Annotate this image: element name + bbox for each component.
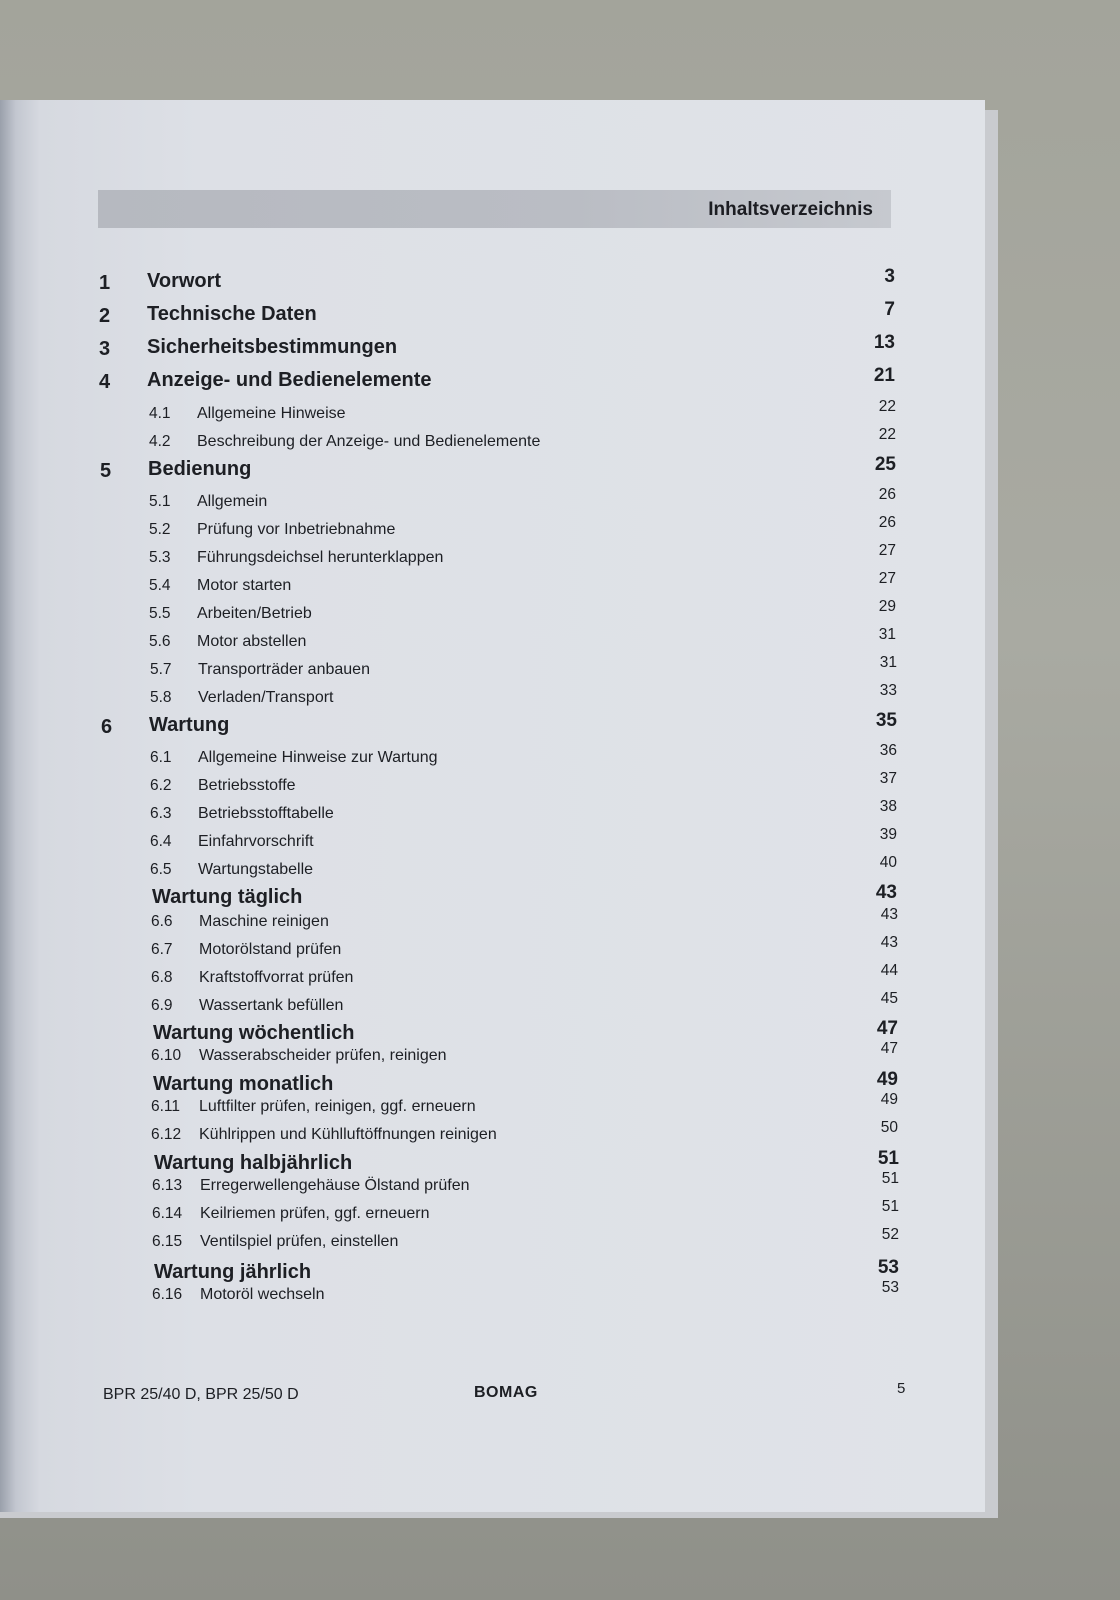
toc-page-number: 49 bbox=[876, 1069, 898, 1090]
toc-subentry[interactable] bbox=[0, 742, 1120, 772]
toc-chapter[interactable] bbox=[0, 365, 1120, 395]
toc-number: 6.10 bbox=[151, 1047, 182, 1064]
toc-label: Bedienung bbox=[148, 458, 252, 480]
toc-number: 6.4 bbox=[150, 833, 172, 850]
toc-chapter[interactable] bbox=[0, 454, 1120, 484]
toc-subentry[interactable] bbox=[0, 1226, 1120, 1256]
toc-number: 6.12 bbox=[151, 1126, 182, 1143]
toc-subentry[interactable] bbox=[0, 1119, 1120, 1149]
toc-number: 5.7 bbox=[150, 661, 172, 678]
toc-subentry[interactable] bbox=[0, 398, 1120, 428]
toc-number: 6 bbox=[101, 716, 113, 738]
toc-label: Prüfung vor Inbetriebnahme bbox=[197, 521, 396, 538]
toc-number: 6.6 bbox=[151, 913, 173, 930]
page-title: Inhaltsverzeichnis bbox=[708, 199, 873, 220]
toc-number: 5.1 bbox=[149, 493, 171, 510]
toc-page-number: 22 bbox=[878, 426, 896, 443]
toc-page-number: 43 bbox=[875, 882, 897, 903]
toc-label: Verladen/Transport bbox=[198, 689, 334, 706]
toc-label: Vorwort bbox=[147, 270, 222, 292]
toc-subentry[interactable] bbox=[0, 770, 1120, 800]
toc-subentry[interactable] bbox=[0, 798, 1120, 828]
toc-number: 4.1 bbox=[149, 405, 171, 422]
toc-page-number: 35 bbox=[875, 710, 897, 731]
toc-chapter[interactable] bbox=[0, 266, 1120, 296]
toc-number: 1 bbox=[99, 272, 111, 294]
toc-page-number: 43 bbox=[880, 906, 898, 923]
toc-subentry[interactable] bbox=[0, 1198, 1120, 1228]
toc-label: Allgemeine Hinweise bbox=[197, 405, 346, 422]
toc-page-number: 53 bbox=[877, 1257, 899, 1278]
toc-number: 6.9 bbox=[151, 997, 173, 1014]
toc-page-number: 31 bbox=[879, 654, 897, 671]
toc-page-number: 51 bbox=[881, 1170, 899, 1187]
toc-number: 5.6 bbox=[149, 633, 171, 650]
toc-label: Technische Daten bbox=[147, 303, 317, 325]
toc-page-number: 33 bbox=[879, 682, 897, 699]
toc-subentry[interactable] bbox=[0, 514, 1120, 544]
toc-page-number: 51 bbox=[881, 1198, 899, 1215]
toc-page-number: 21 bbox=[873, 365, 895, 386]
toc-subentry[interactable] bbox=[0, 1040, 1120, 1070]
toc-label: Wartung halbjährlich bbox=[154, 1152, 353, 1174]
toc-subentry[interactable] bbox=[0, 854, 1120, 884]
toc-subentry[interactable] bbox=[0, 962, 1120, 992]
toc-number: 6.2 bbox=[150, 777, 172, 794]
toc-subentry[interactable] bbox=[0, 486, 1120, 516]
toc-label: Wasserabscheider prüfen, reinigen bbox=[199, 1047, 447, 1064]
toc-page-number: 27 bbox=[878, 570, 896, 587]
toc-page-number: 51 bbox=[877, 1148, 899, 1169]
toc-label: Motor starten bbox=[197, 577, 292, 594]
toc-label: Betriebsstoffe bbox=[198, 777, 296, 794]
toc-page-number: 44 bbox=[880, 962, 898, 979]
footer-model: BPR 25/40 D, BPR 25/50 D bbox=[103, 1386, 299, 1403]
footer-page-number: 5 bbox=[897, 1380, 906, 1397]
toc-subentry[interactable] bbox=[0, 826, 1120, 856]
toc-label: Beschreibung der Anzeige- und Bedienelemente bbox=[197, 433, 541, 450]
toc-number: 5.4 bbox=[149, 577, 171, 594]
toc-page-number: 36 bbox=[879, 742, 897, 759]
toc-subentry[interactable] bbox=[0, 654, 1120, 684]
toc-subentry[interactable] bbox=[0, 542, 1120, 572]
toc-number: 6.13 bbox=[152, 1177, 183, 1194]
toc-number: 6.5 bbox=[150, 861, 172, 878]
toc-subentry[interactable] bbox=[0, 570, 1120, 600]
toc-label: Transporträder anbauen bbox=[198, 661, 370, 678]
toc-subentry[interactable] bbox=[0, 426, 1120, 456]
toc-page-number: 40 bbox=[879, 854, 897, 871]
toc-page-number: 47 bbox=[880, 1040, 898, 1057]
toc-label: Führungsdeichsel herunterklappen bbox=[197, 549, 444, 566]
toc-label: Wartung wöchentlich bbox=[153, 1022, 355, 1044]
toc-page-number: 25 bbox=[874, 454, 896, 475]
toc-page-number: 22 bbox=[878, 398, 896, 415]
toc-page-number: 26 bbox=[878, 486, 896, 503]
toc-page-number: 49 bbox=[880, 1091, 898, 1108]
toc-label: Maschine reinigen bbox=[199, 913, 329, 930]
toc-label: Allgemein bbox=[197, 493, 268, 510]
toc-page-number: 13 bbox=[873, 332, 895, 353]
toc-label: Erregerwellengehäuse Ölstand prüfen bbox=[200, 1177, 470, 1194]
toc-page-number: 47 bbox=[876, 1018, 898, 1039]
toc-page-number: 43 bbox=[880, 934, 898, 951]
toc-number: 5.2 bbox=[149, 521, 171, 538]
toc-page-number: 50 bbox=[880, 1119, 898, 1136]
toc-label: Allgemeine Hinweise zur Wartung bbox=[198, 749, 438, 766]
toc-label: Wassertank befüllen bbox=[199, 997, 344, 1014]
toc-page-number: 52 bbox=[881, 1226, 899, 1243]
toc-subentry[interactable] bbox=[0, 1170, 1120, 1200]
toc-label: Motoröl wechseln bbox=[200, 1286, 325, 1303]
toc-number: 6.3 bbox=[150, 805, 172, 822]
toc-number: 6.7 bbox=[151, 941, 173, 958]
toc-subentry[interactable] bbox=[0, 934, 1120, 964]
toc-page-number: 53 bbox=[881, 1279, 899, 1296]
toc-label: Motor abstellen bbox=[197, 633, 307, 650]
toc-page-number: 37 bbox=[879, 770, 897, 787]
toc-number: 5.3 bbox=[149, 549, 171, 566]
toc-number: 6.14 bbox=[152, 1205, 183, 1222]
toc-label: Sicherheitsbestimmungen bbox=[147, 336, 398, 358]
toc-label: Einfahrvorschrift bbox=[198, 833, 314, 850]
toc-subentry[interactable] bbox=[0, 1279, 1120, 1309]
toc-label: Arbeiten/Betrieb bbox=[197, 605, 312, 622]
toc-number: 5.5 bbox=[149, 605, 171, 622]
toc-page-number: 45 bbox=[880, 990, 898, 1007]
toc-subentry[interactable] bbox=[0, 906, 1120, 936]
toc-label: Keilriemen prüfen, ggf. erneuern bbox=[200, 1205, 430, 1222]
toc-page-number: 3 bbox=[884, 266, 895, 287]
toc-number: 6.16 bbox=[152, 1286, 183, 1303]
toc-label: Kraftstoffvorrat prüfen bbox=[199, 969, 354, 986]
toc-subentry[interactable] bbox=[0, 598, 1120, 628]
toc-number: 6.15 bbox=[152, 1233, 183, 1250]
toc-chapter[interactable] bbox=[0, 299, 1120, 329]
toc-subentry[interactable] bbox=[0, 990, 1120, 1020]
toc-label: Wartung täglich bbox=[152, 886, 303, 908]
toc-chapter[interactable] bbox=[0, 710, 1120, 740]
toc-label: Betriebsstofftabelle bbox=[198, 805, 334, 822]
toc-number: 5.8 bbox=[150, 689, 172, 706]
toc-label: Wartung monatlich bbox=[153, 1073, 334, 1095]
toc-page-number: 7 bbox=[884, 299, 895, 320]
toc-page-number: 39 bbox=[879, 826, 897, 843]
toc-page-number: 38 bbox=[879, 798, 897, 815]
toc-subentry[interactable] bbox=[0, 626, 1120, 656]
footer-brand: BOMAG bbox=[474, 1384, 538, 1401]
toc-label: Wartung bbox=[149, 714, 230, 736]
toc-subentry[interactable] bbox=[0, 1091, 1120, 1121]
toc-number: 6.11 bbox=[151, 1098, 181, 1115]
toc-number: 6.8 bbox=[151, 969, 173, 986]
toc-number: 5 bbox=[100, 460, 112, 482]
toc-chapter[interactable] bbox=[0, 332, 1120, 362]
toc-number: 4.2 bbox=[149, 433, 171, 450]
toc-label: Ventilspiel prüfen, einstellen bbox=[200, 1233, 399, 1250]
toc-number: 3 bbox=[99, 338, 111, 360]
toc-number: 2 bbox=[99, 305, 111, 327]
toc-label: Anzeige- und Bedienelemente bbox=[147, 369, 432, 391]
toc-label: Wartungstabelle bbox=[198, 861, 314, 878]
toc-page-number: 31 bbox=[878, 626, 896, 643]
toc-page-number: 29 bbox=[878, 598, 896, 615]
toc-label: Kühlrippen und Kühlluftöffnungen reinigen bbox=[199, 1126, 497, 1143]
toc-label: Luftfilter prüfen, reinigen, ggf. erneuern bbox=[199, 1098, 476, 1115]
toc-group-heading[interactable] bbox=[0, 882, 1120, 912]
toc-page-number: 27 bbox=[878, 542, 896, 559]
toc-number: 6.1 bbox=[150, 749, 172, 766]
toc-label: Motorölstand prüfen bbox=[199, 941, 342, 958]
toc-page-number: 26 bbox=[878, 514, 896, 531]
toc-label: Wartung jährlich bbox=[154, 1261, 312, 1283]
toc-subentry[interactable] bbox=[0, 682, 1120, 712]
toc-number: 4 bbox=[99, 371, 111, 393]
